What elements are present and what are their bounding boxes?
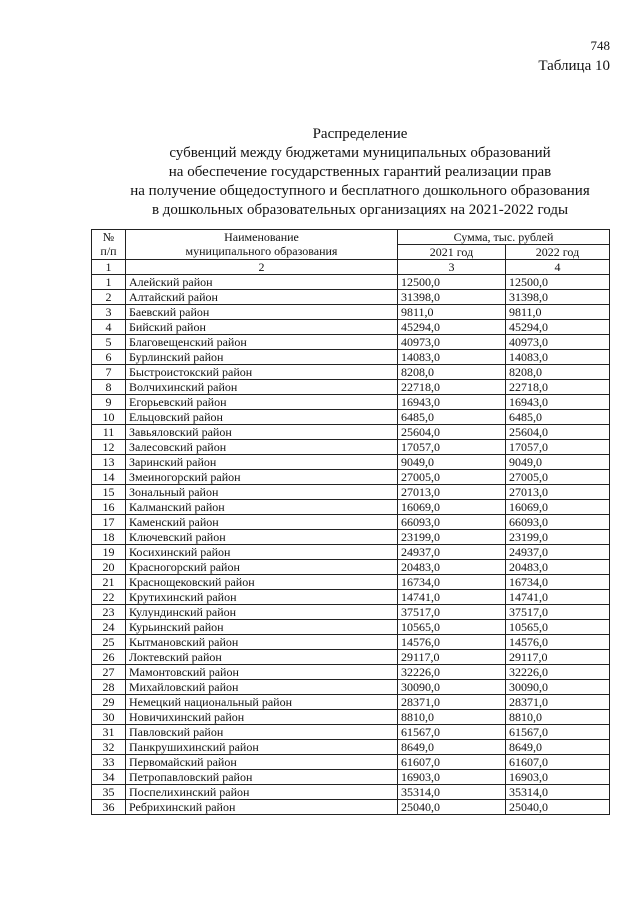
table-row [92,785,610,800]
municipality-name: Новичихинский район [126,710,398,725]
row-number: 28 [92,680,126,695]
amount-2022: 37517,0 [506,605,610,620]
table-row [92,545,610,560]
row-number: 29 [92,695,126,710]
header-number-line2: п/п [100,244,117,258]
amount-2022: 23199,0 [506,530,610,545]
row-number: 15 [92,485,126,500]
table-label: Таблица 10 [538,58,610,74]
table-row [92,365,610,380]
municipality-name: Поспелихинский район [126,785,398,800]
amount-2022: 16069,0 [506,500,610,515]
municipality-name: Немецкий национальный район [126,695,398,710]
amount-2021: 10565,0 [398,620,506,635]
table-row [92,335,610,350]
table-row [92,560,610,575]
amount-2021: 32226,0 [398,665,506,680]
row-number: 17 [92,515,126,530]
municipality-name: Каменский район [126,515,398,530]
row-number: 18 [92,530,126,545]
row-number: 21 [92,575,126,590]
row-number: 10 [92,410,126,425]
amount-2022: 24937,0 [506,545,610,560]
amount-2022: 16903,0 [506,770,610,785]
row-number: 32 [92,740,126,755]
column-number: 4 [506,260,610,275]
title-line: в дошкольных образовательных организациях на 2021-2022 годы [151,202,569,218]
amount-2021: 27013,0 [398,485,506,500]
amount-2022: 8649,0 [506,740,610,755]
row-number: 3 [92,305,126,320]
row-number: 5 [92,335,126,350]
row-number: 31 [92,725,126,740]
column-number: 2 [126,260,398,275]
amount-2021: 25040,0 [398,800,506,815]
row-number: 19 [92,545,126,560]
row-number: 27 [92,665,126,680]
amount-2021: 8649,0 [398,740,506,755]
header-number-line1: № [102,230,115,244]
amount-2022: 8208,0 [506,365,610,380]
table-row [92,755,610,770]
page-number: 748 [590,38,610,53]
table-body [92,275,610,815]
municipality-name: Красногорский район [126,560,398,575]
municipality-name: Михайловский район [126,680,398,695]
municipality-name: Первомайский район [126,755,398,770]
row-number: 36 [92,800,126,815]
header-year-2021: 2021 год [398,245,506,260]
amount-2022: 25040,0 [506,800,610,815]
amount-2022: 27013,0 [506,485,610,500]
amount-2022: 45294,0 [506,320,610,335]
row-number: 20 [92,560,126,575]
municipality-name: Кулундинский район [126,605,398,620]
column-numbers-row [92,260,610,275]
column-number: 3 [398,260,506,275]
municipality-name: Кытмановский район [126,635,398,650]
table-row [92,455,610,470]
municipality-name: Благовещенский район [126,335,398,350]
municipality-name: Егорьевский район [126,395,398,410]
municipality-name: Бийский район [126,320,398,335]
amount-2022: 17057,0 [506,440,610,455]
row-number: 16 [92,500,126,515]
amount-2022: 35314,0 [506,785,610,800]
amount-2022: 22718,0 [506,380,610,395]
municipality-name: Змеиногорский район [126,470,398,485]
amount-2022: 31398,0 [506,290,610,305]
amount-2022: 32226,0 [506,665,610,680]
table-row [92,710,610,725]
municipality-name: Ключевский район [126,530,398,545]
table-row [92,575,610,590]
amount-2022: 30090,0 [506,680,610,695]
amount-2021: 14741,0 [398,590,506,605]
table-row [92,350,610,365]
municipality-name: Завьяловский район [126,425,398,440]
amount-2022: 14083,0 [506,350,610,365]
amount-2021: 14576,0 [398,635,506,650]
table-row [92,395,610,410]
amount-2022: 66093,0 [506,515,610,530]
municipality-name: Залесовский район [126,440,398,455]
amount-2021: 23199,0 [398,530,506,545]
amount-2021: 17057,0 [398,440,506,455]
row-number: 8 [92,380,126,395]
amount-2022: 28371,0 [506,695,610,710]
municipality-name: Павловский район [126,725,398,740]
amount-2021: 27005,0 [398,470,506,485]
amount-2021: 14083,0 [398,350,506,365]
amount-2022: 27005,0 [506,470,610,485]
municipality-name: Краснощековский район [126,575,398,590]
table-row [92,740,610,755]
municipality-name: Калманский район [126,500,398,515]
row-number: 24 [92,620,126,635]
municipality-name: Локтевский район [126,650,398,665]
table-row [92,725,610,740]
row-number: 30 [92,710,126,725]
amount-2021: 12500,0 [398,275,506,290]
amount-2022: 10565,0 [506,620,610,635]
row-number: 7 [92,365,126,380]
municipality-name: Петропавловский район [126,770,398,785]
municipality-name: Заринский район [126,455,398,470]
amount-2021: 28371,0 [398,695,506,710]
table-row [92,440,610,455]
municipality-name: Зональный район [126,485,398,500]
title-line: на обеспечение государственных гарантий реализации прав [168,164,552,180]
amount-2021: 29117,0 [398,650,506,665]
row-number: 25 [92,635,126,650]
table-row [92,410,610,425]
amount-2021: 31398,0 [398,290,506,305]
amount-2021: 20483,0 [398,560,506,575]
header-name [126,230,398,260]
table-row [92,320,610,335]
amount-2021: 6485,0 [398,410,506,425]
row-number: 6 [92,350,126,365]
amount-2022: 9811,0 [506,305,610,320]
row-number: 23 [92,605,126,620]
amount-2021: 61567,0 [398,725,506,740]
subvention-table [91,229,610,815]
row-number: 4 [92,320,126,335]
amount-2022: 14576,0 [506,635,610,650]
row-number: 33 [92,755,126,770]
amount-2021: 16734,0 [398,575,506,590]
amount-2022: 20483,0 [506,560,610,575]
amount-2022: 16943,0 [506,395,610,410]
amount-2021: 37517,0 [398,605,506,620]
municipality-name: Волчихинский район [126,380,398,395]
table-row [92,695,610,710]
row-number: 35 [92,785,126,800]
amount-2022: 29117,0 [506,650,610,665]
title-line: субвенций между бюджетами муниципальных образований [169,145,551,161]
table-row [92,290,610,305]
amount-2021: 61607,0 [398,755,506,770]
header-number [92,230,126,260]
document-title [90,125,630,220]
amount-2021: 16069,0 [398,500,506,515]
amount-2021: 45294,0 [398,320,506,335]
municipality-name: Мамонтовский район [126,665,398,680]
amount-2021: 8208,0 [398,365,506,380]
amount-2021: 66093,0 [398,515,506,530]
table-row [92,500,610,515]
table-row [92,515,610,530]
table-row [92,425,610,440]
row-number: 12 [92,440,126,455]
amount-2022: 9049,0 [506,455,610,470]
municipality-name: Алтайский район [126,290,398,305]
row-number: 26 [92,650,126,665]
title-line: Распределение [312,126,408,142]
municipality-name: Алейский район [126,275,398,290]
header-sum: Сумма, тыс. рублей [398,230,610,245]
municipality-name: Панкрушихинский район [126,740,398,755]
amount-2021: 22718,0 [398,380,506,395]
amount-2022: 61607,0 [506,755,610,770]
municipality-name: Бурлинский район [126,350,398,365]
table-row [92,485,610,500]
municipality-name: Крутихинский район [126,590,398,605]
amount-2022: 61567,0 [506,725,610,740]
municipality-name: Косихинский район [126,545,398,560]
amount-2022: 40973,0 [506,335,610,350]
municipality-name: Ребрихинский район [126,800,398,815]
row-number: 22 [92,590,126,605]
column-number: 1 [92,260,126,275]
table-row [92,620,610,635]
amount-2022: 25604,0 [506,425,610,440]
header-name-line2: муниципального образования [185,244,338,258]
amount-2021: 16903,0 [398,770,506,785]
amount-2022: 12500,0 [506,275,610,290]
municipality-name: Быстроистокский район [126,365,398,380]
table-row [92,470,610,485]
table-row [92,650,610,665]
table-row [92,635,610,650]
amount-2021: 9811,0 [398,305,506,320]
table-row [92,530,610,545]
row-number: 11 [92,425,126,440]
row-number: 14 [92,470,126,485]
row-number: 9 [92,395,126,410]
table-row [92,275,610,290]
municipality-name: Баевский район [126,305,398,320]
amount-2022: 14741,0 [506,590,610,605]
header-name-line1: Наименование [224,230,299,244]
table-row [92,380,610,395]
amount-2022: 8810,0 [506,710,610,725]
row-number: 13 [92,455,126,470]
amount-2022: 16734,0 [506,575,610,590]
table-row [92,680,610,695]
row-number: 2 [92,290,126,305]
table-row [92,770,610,785]
table-row [92,590,610,605]
amount-2021: 9049,0 [398,455,506,470]
amount-2021: 40973,0 [398,335,506,350]
municipality-name: Курьинский район [126,620,398,635]
amount-2021: 8810,0 [398,710,506,725]
table-row [92,800,610,815]
amount-2021: 24937,0 [398,545,506,560]
table-row [92,665,610,680]
amount-2021: 30090,0 [398,680,506,695]
amount-2021: 16943,0 [398,395,506,410]
table-row [92,605,610,620]
amount-2021: 25604,0 [398,425,506,440]
amount-2021: 35314,0 [398,785,506,800]
table-header-row [92,230,610,245]
row-number: 34 [92,770,126,785]
row-number: 1 [92,275,126,290]
amount-2022: 6485,0 [506,410,610,425]
table-row [92,305,610,320]
header-year-2022: 2022 год [506,245,610,260]
title-line: на получение общедоступного и бесплатного дошкольного образования [130,183,590,199]
municipality-name: Ельцовский район [126,410,398,425]
